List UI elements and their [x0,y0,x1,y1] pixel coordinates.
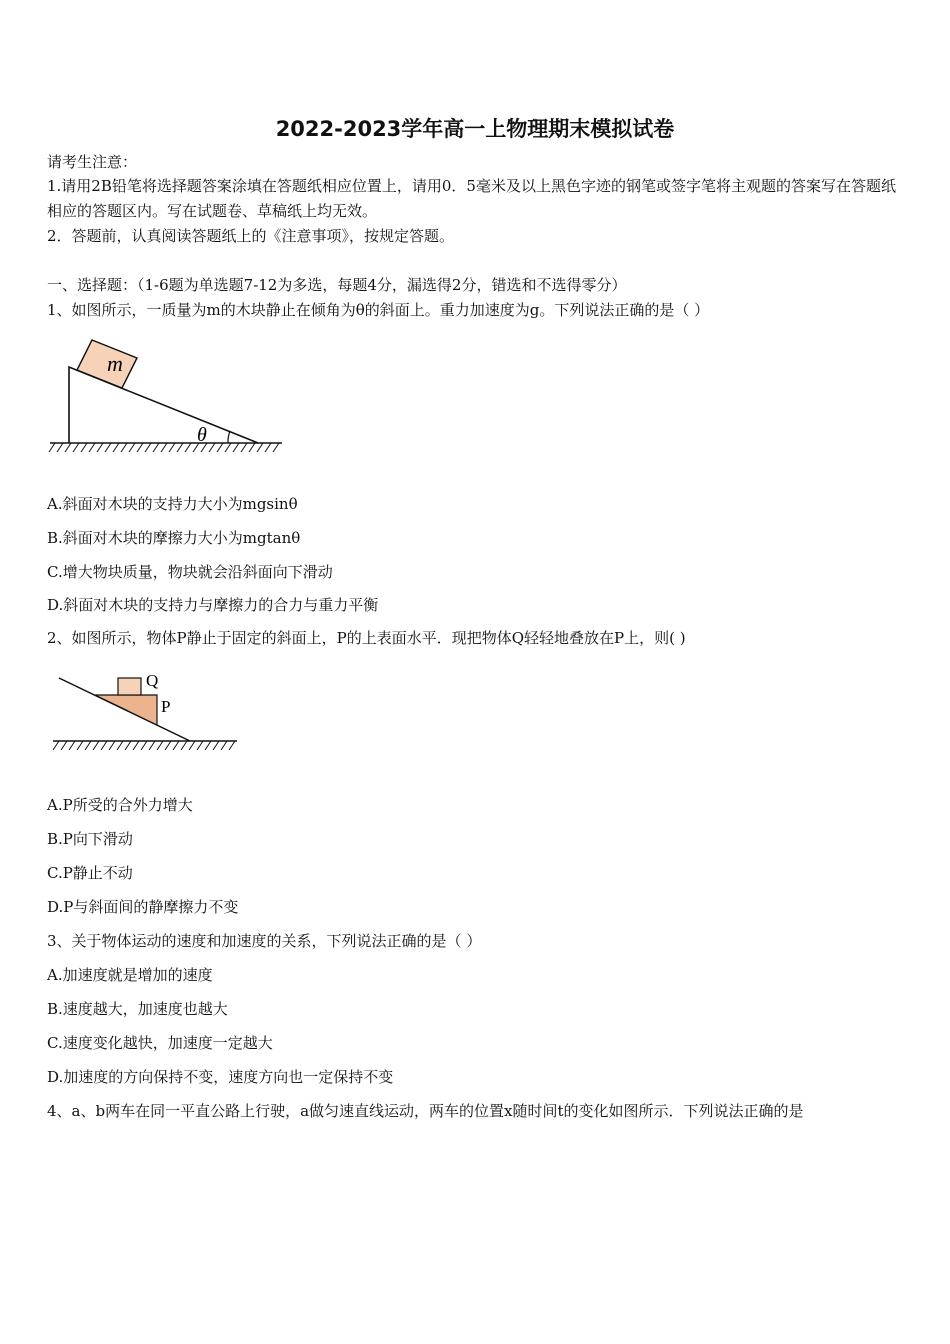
question-3-stem: 3、关于物体运动的速度和加速度的关系，下列说法正确的是（ ） [47,932,482,950]
question-2-stem: 2、如图所示，物体P静止于固定的斜面上，P的上表面水平．现把物体Q轻轻地叠放在P上，则( ) [47,629,686,647]
question-3-option-c: C.速度变化越快，加速度一定越大 [47,1034,273,1052]
question-3-option-a: A.加速度就是增加的速度 [47,966,213,984]
question-3-option-d: D.加速度的方向保持不变，速度方向也一定保持不变 [47,1068,394,1086]
question-3-option-b: B.速度越大，加速度也越大 [47,1000,228,1018]
question-1-stem: 1、如图所示，一质量为m的木块静止在倾角为θ的斜面上。重力加速度为g。下列说法正确的是（ ） [47,301,710,319]
page-title: 2022-2023学年高一上物理期末模拟试卷 [275,117,675,141]
question-1-option-d: D.斜面对木块的支持力与摩擦力的合力与重力平衡 [47,596,379,614]
incline-block-figure [45,335,290,460]
notice-item-2: 2．答题前，认真阅读答题纸上的《注意事项》，按规定答题。 [47,227,455,245]
question-1-option-c: C.增大物块质量，物块就会沿斜面向下滑动 [47,563,333,581]
question-2-option-a: A.P所受的合外力增大 [47,796,193,814]
stacked-blocks-figure [45,665,245,760]
question-1-option-a: A.斜面对木块的支持力大小为mgsinθ [47,495,298,513]
q-label: Q [146,671,159,690]
question-1-option-b: B.斜面对木块的摩擦力大小为mgtanθ [47,529,301,547]
notice-item-1: 1.请用2B铅笔将选择题答案涂填在答题纸相应位置上，请用0．5毫米及以上黑色字迹的钢笔或签字笔将主观题的答案写在答题纸相应的答题区内。写在试题卷、草稿纸上均无效。 [47,177,896,220]
question-2-option-d: D.P与斜面间的静摩擦力不变 [47,898,239,916]
section-heading: 一、选择题：（1-6题为单选题7-12为多选，每题4分，漏选得2分，错选和不选得零分） [47,276,627,294]
question-2-option-c: C.P静止不动 [47,864,133,882]
angle-label: θ [197,424,207,446]
question-2-option-b: B.P向下滑动 [47,830,133,848]
notice-heading: 请考生注意： [47,153,138,171]
question-4-stem: 4、a、b两车在同一平直公路上行驶，a做匀速直线运动，两车的位置x随时间t的变化如图所示．下列说法正确的是 [47,1102,804,1120]
mass-label: m [107,351,123,376]
p-label: P [161,697,171,716]
